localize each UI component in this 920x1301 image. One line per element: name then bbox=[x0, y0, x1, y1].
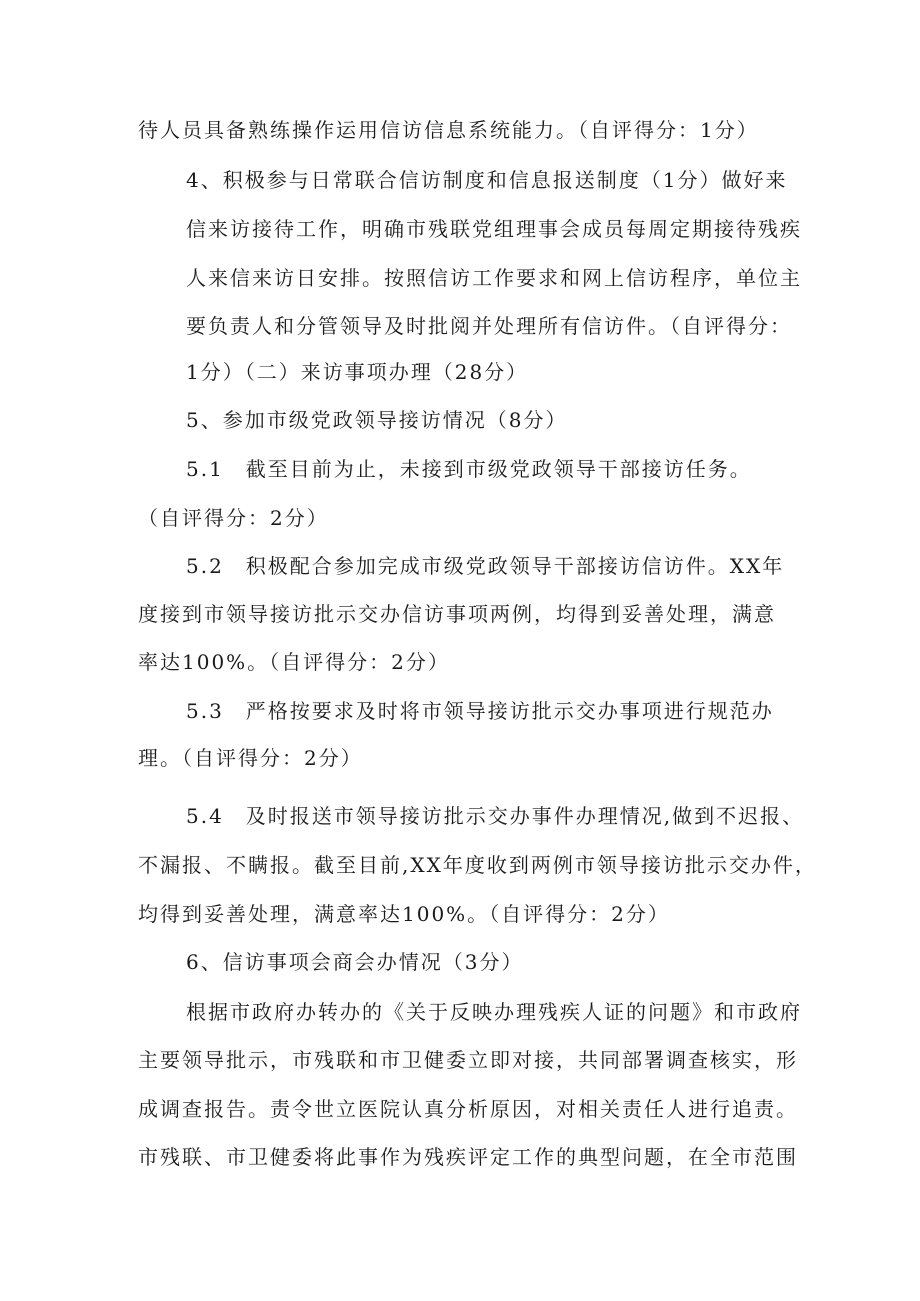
text-line: 率达100%。（自评得分：2分） bbox=[138, 650, 450, 674]
text-line: 6、信访事项会商会办情况（3分） bbox=[186, 950, 524, 974]
text-line: 1分）（二）来访事项办理（28分） bbox=[186, 360, 529, 384]
text-line: 不漏报、不瞒报。截至目前,XX年度收到两例市领导接访批示交办件， bbox=[138, 853, 817, 877]
text-line: 理。（自评得分：2分） bbox=[138, 746, 363, 770]
text-line: 5.1 截至目前为止，未接到市级党政领导干部接访任务。 bbox=[186, 457, 752, 481]
text-line: 待人员具备熟练操作运用信访信息系统能力。（自评得分：1分） bbox=[138, 118, 759, 142]
text-line: 5.2 积极配合参加完成市级党政领导干部接访信访件。XX年 bbox=[186, 554, 785, 578]
text-line: 5.3 严格按要求及时将市领导接访批示交办事项进行规范办 bbox=[186, 699, 774, 723]
text-line: 均得到妥善处理，满意率达100%。（自评得分：2分） bbox=[138, 902, 670, 926]
text-line: （自评得分：2分） bbox=[138, 506, 329, 530]
text-line: 5、参加市级党政领导接访情况（8分） bbox=[186, 408, 568, 432]
text-line: 主要领导批示，市残联和市卫健委立即对接，共同部署调查核实，形 bbox=[138, 1048, 798, 1072]
text-line: 要负责人和分管领导及时批阅并处理所有信访件。（自评得分： bbox=[186, 314, 792, 338]
text-line: 度接到市领导接访批示交办信访事项两例，均得到妥善处理，满意 bbox=[138, 602, 776, 626]
text-line: 4、积极参与日常联合信访制度和信息报送制度（1分）做好来 bbox=[186, 168, 788, 192]
text-line: 成调查报告。责令世立医院认真分析原因，对相关责任人进行追责。 bbox=[138, 1097, 798, 1121]
text-line: 信来访接待工作，明确市残联党组理事会成员每周定期接待残疾 bbox=[186, 217, 802, 241]
text-line: 人来信来访日安排。按照信访工作要求和网上信访程序，单位主 bbox=[186, 266, 802, 290]
text-line: 5.4 及时报送市领导接访批示交办事件办理情况,做到不迟报、 bbox=[186, 804, 805, 828]
text-line: 根据市政府办转办的《关于反映办理残疾人证的问题》和市政府 bbox=[186, 1000, 802, 1024]
text-line: 市残联、市卫健委将此事作为残疾评定工作的典型问题，在全市范围 bbox=[138, 1145, 798, 1169]
